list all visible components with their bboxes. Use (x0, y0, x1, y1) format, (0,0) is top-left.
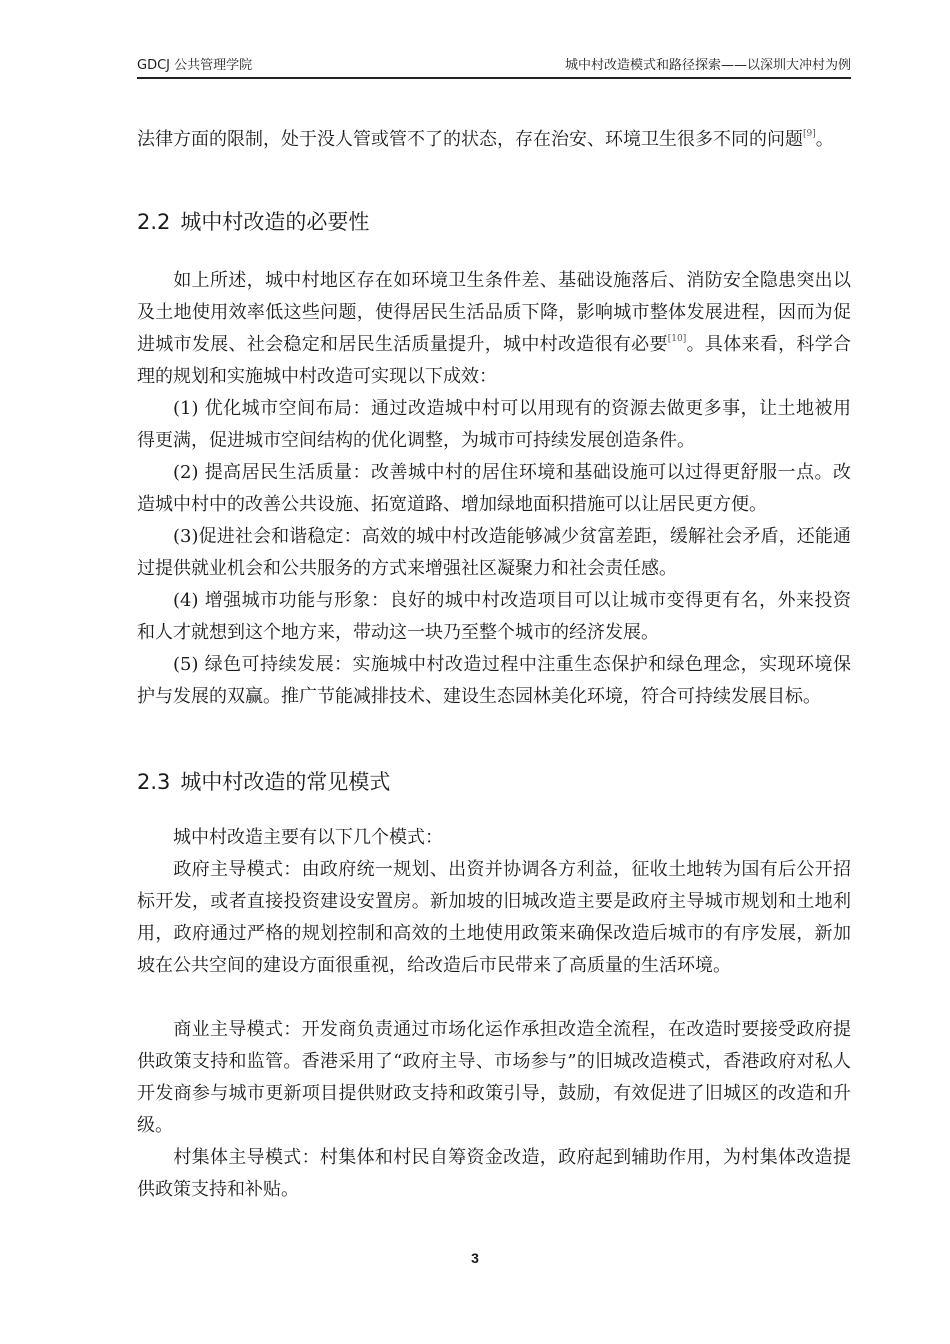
paragraph-government-mode (137, 854, 851, 982)
citation-10: [10] (667, 334, 687, 344)
paragraph-modes-lead (137, 822, 851, 854)
list-item-4 (137, 585, 851, 649)
paragraph-text: 村集体主导模式：村集体和村民自筹资金改造，政府起到辅助作用，为村集体改造提供政策支持和补贴。 (137, 1147, 851, 1200)
paragraph-text: 如上所述，城中村地区存在如环境卫生条件差、基础设施落后、消防安全隐患突出以及土地使用效率低这些问题，使得居民生活品质下降，影响城市整体发展进程，因而为促进城市发展、社会稳定和居民生活质量提升，城中村改造很有必要 (137, 270, 851, 355)
list-item-2 (137, 457, 851, 521)
list-item-text: (1) 优化城市空间布局：通过改造城中村可以用现有的资源去做更多事，让土地被用得更满，促进城市空间结构的优化调整，为城市可持续发展创造条件。 (137, 398, 851, 451)
section-title: 城中村改造的常见模式 (180, 770, 391, 794)
paragraph-text: 商业主导模式：开发商负责通过市场化运作承担改造全流程，在改造时要接受政府提供政策支持和监管。香港采用了“政府主导、市场参与”的旧城改造模式，香港政府对私人开发商参与城市更新项目提供财政支持和政策引导，鼓励，有效促进了旧城区的改造和升级。 (137, 1019, 851, 1136)
section-number: 2.2 (137, 210, 171, 234)
paragraph-text: 政府主导模式：由政府统一规划、出资并协调各方利益，征收土地转为国有后公开招标开发，或者直接投资建设安置房。新加坡的旧城改造主要是政府主导城市规划和土地利用，政府通过严格的规划控制和高效的土地使用政策来确保改造后城市的有序发展，新加坡在公共空间的建设方面很重视，给改造后市民带来了高质量的生活环境。 (137, 859, 851, 976)
list-item-5 (137, 649, 851, 713)
section-number: 2.3 (137, 770, 171, 794)
section-heading-2-2 (137, 208, 369, 236)
paragraph-text-continued: 。具体来看，科学合理的规划和实施城中村改造可实现以下成效： (137, 334, 852, 387)
section-heading-2-3 (137, 768, 390, 796)
page-number: 3 (471, 1250, 479, 1266)
intro-paragraph (137, 124, 851, 156)
running-header (137, 57, 851, 79)
list-item-text: (5) 绿色可持续发展：实施城中村改造过程中注重生态保护和绿色理念，实现环境保护与发展的双赢。推广节能减排技术、建设生态园林美化环境，符合可持续发展目标。 (137, 654, 851, 707)
intro-text: 法律方面的限制，处于没人管或管不了的状态，存在治安、环境卫生很多不同的问题 (137, 129, 803, 150)
header-thesis-title: 城中村改造模式和路径探索——以深圳大冲村为例 (564, 58, 851, 73)
citation-9: [9] (803, 129, 816, 139)
list-item-text: (3)促进社会和谐稳定：高效的城中村改造能够减少贫富差距，缓解社会矛盾，还能通过提供就业机会和公共服务的方式来增强社区凝聚力和社会责任感。 (137, 526, 851, 579)
paragraph-necessity (137, 265, 851, 393)
paragraph-commercial-mode (137, 1014, 851, 1142)
list-item-text: (2) 提高居民生活质量：改善城中村的居住环境和基础设施可以过得更舒服一点。改造城中村中的改善公共设施、拓宽道路、增加绿地面积措施可以让居民更方便。 (137, 462, 851, 515)
intro-end: 。 (815, 129, 834, 150)
paragraph-text: 城中村改造主要有以下几个模式： (173, 827, 443, 848)
list-item-3 (137, 521, 851, 585)
paragraph-collective-mode (137, 1142, 851, 1206)
header-school: GDCJ 公共管理学院 (137, 58, 253, 73)
section-title: 城中村改造的必要性 (180, 210, 370, 234)
list-item-1 (137, 393, 851, 457)
list-item-text: (4) 增强城市功能与形象：良好的城中村改造项目可以让城市变得更有名，外来投资和人才就想到这个地方来，带动这一块乃至整个城市的经济发展。 (137, 590, 851, 643)
